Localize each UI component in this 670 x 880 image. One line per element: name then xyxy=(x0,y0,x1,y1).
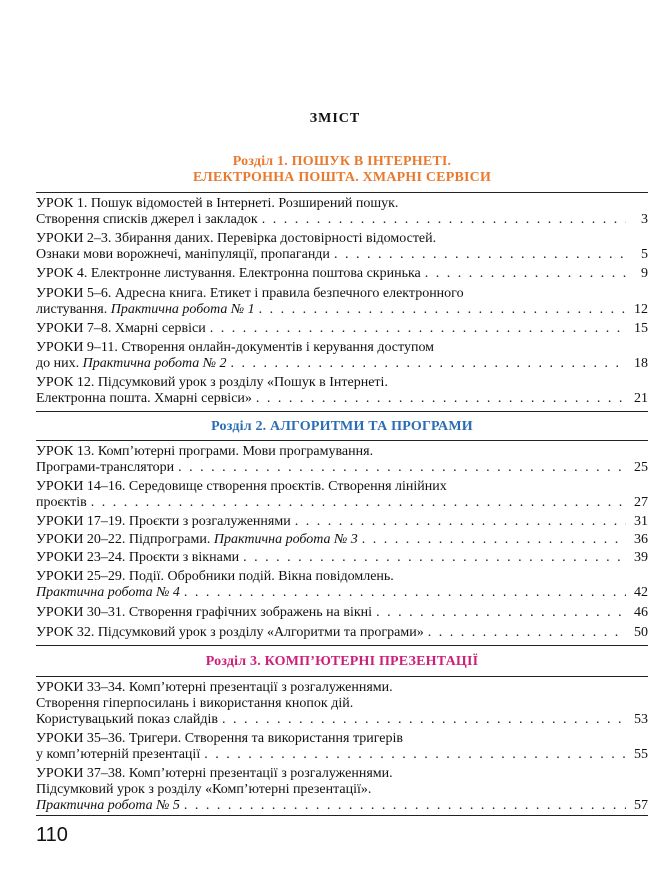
section-3-heading: Розділ 3. КОМП’ЮТЕРНІ ПРЕЗЕНТАЦІЇ xyxy=(205,654,479,669)
dot-leader xyxy=(256,391,626,407)
entry-text: УРОК 13. Комп’ютерні програми. Мови програмування. xyxy=(36,444,374,459)
entry-text: листування. xyxy=(36,302,108,317)
dot-leader xyxy=(428,625,626,641)
dot-leader xyxy=(362,532,626,548)
entry-text: проєктів xyxy=(36,495,87,510)
section-2-entries xyxy=(36,440,648,646)
toc-entry[interactable] xyxy=(36,375,648,407)
entry-text: УРОК 12. Підсумковий урок з розділу «Пошук в Інтернеті. xyxy=(36,375,388,390)
dot-leader xyxy=(295,514,626,530)
section-3-entries xyxy=(36,676,648,816)
entry-text: УРОКИ 5–6. Адресна книга. Етикет і правила безпечного електронного xyxy=(36,286,464,301)
entry-text: УРОКИ 30–31. Створення графічних зображень на вікні xyxy=(36,605,373,620)
toc-entry[interactable] xyxy=(36,340,648,372)
entry-text: УРОКИ 33–34. Комп’ютерні презентації з розгалуженнями. xyxy=(36,680,393,695)
entry-page: 3 xyxy=(641,212,648,227)
dot-leader xyxy=(230,356,626,372)
entry-page: 57 xyxy=(634,798,648,813)
toc-entry[interactable] xyxy=(36,625,648,641)
entry-text: УРОКИ 37–38. Комп’ютерні презентації з розгалуженнями. xyxy=(36,766,393,781)
section-1-heading xyxy=(36,154,648,186)
entry-text: УРОКИ 7–8. Хмарні сервіси xyxy=(36,321,206,336)
entry-text: Підсумковий урок з розділу «Комп’ютерні презентації». xyxy=(36,782,372,797)
toc-entry[interactable] xyxy=(36,444,648,476)
entry-text: Програми-транслятори xyxy=(36,460,175,475)
entry-practical-work: Практична робота № 2 xyxy=(82,356,227,371)
entry-text: УРОКИ 20–22. Підпрограми. xyxy=(36,532,211,547)
toc-entry[interactable] xyxy=(36,321,648,337)
section-1-entries xyxy=(36,192,648,412)
toc-entry[interactable] xyxy=(36,231,648,263)
entry-page: 55 xyxy=(634,747,648,762)
toc-entry[interactable] xyxy=(36,569,648,601)
entry-text: УРОКИ 35–36. Тригери. Створення та використання тригерів xyxy=(36,731,404,746)
dot-leader xyxy=(222,712,626,728)
dot-leader xyxy=(178,460,626,476)
toc-entry[interactable] xyxy=(36,550,648,566)
entry-practical-work: Практична робота № 1 xyxy=(110,302,255,317)
entry-text: у комп’ютерній презентації xyxy=(36,747,201,762)
dot-leader xyxy=(425,266,626,282)
entry-text: УРОКИ 9–11. Створення онлайн-документів і керування доступом xyxy=(36,340,435,355)
toc-entry[interactable] xyxy=(36,286,648,318)
toc-entry[interactable] xyxy=(36,266,648,282)
toc-entry[interactable] xyxy=(36,766,648,814)
dot-leader xyxy=(243,550,626,566)
entry-practical-work: Практична робота № 5 xyxy=(36,798,180,813)
entry-text: Ознаки мови ворожнечі, маніпуляції, пропаганди xyxy=(36,247,330,262)
toc-entry[interactable] xyxy=(36,532,648,548)
dot-leader xyxy=(376,605,626,621)
page-number: 110 xyxy=(36,824,68,846)
entry-page: 36 xyxy=(634,532,648,547)
dot-leader xyxy=(210,321,626,337)
dot-leader xyxy=(259,302,626,318)
dot-leader xyxy=(184,798,626,814)
entry-text: Користувацький показ слайдів xyxy=(36,712,218,727)
entry-text: УРОКИ 2–3. Збирання даних. Перевірка достовірності відомостей. xyxy=(36,231,437,246)
entry-page: 9 xyxy=(641,266,648,281)
entry-page: 12 xyxy=(634,302,648,317)
entry-text: УРОК 1. Пошук відомостей в Інтернеті. Розширений пошук. xyxy=(36,196,399,211)
entry-page: 21 xyxy=(634,391,648,406)
entry-page: 46 xyxy=(634,605,648,620)
entry-practical-work: Практична робота № 3 xyxy=(213,532,358,547)
dot-leader xyxy=(262,212,626,228)
toc-entry[interactable] xyxy=(36,605,648,621)
entry-page: 25 xyxy=(634,460,648,475)
entry-page: 27 xyxy=(634,495,648,510)
page-title: ЗМІСТ xyxy=(309,111,361,126)
toc-entry[interactable] xyxy=(36,731,648,763)
entry-text: УРОКИ 17–19. Проєкти з розгалуженнями xyxy=(36,514,291,529)
entry-text: до них. xyxy=(36,356,80,371)
section-2-heading: Розділ 2. АЛГОРИТМИ ТА ПРОГРАМИ xyxy=(211,419,473,434)
toc-entry[interactable] xyxy=(36,514,648,530)
dot-leader xyxy=(184,585,626,601)
entry-practical-work: Практична робота № 4 xyxy=(36,585,180,600)
entry-text: Створення гіперпосилань і використання кнопок дій. xyxy=(36,696,354,711)
entry-page: 18 xyxy=(634,356,648,371)
dot-leader xyxy=(204,747,626,763)
entry-page: 53 xyxy=(634,712,648,727)
entry-page: 42 xyxy=(634,585,648,600)
dot-leader xyxy=(91,495,626,511)
entry-page: 50 xyxy=(634,625,648,640)
entry-page: 39 xyxy=(634,550,648,565)
section-1-heading-line1: Розділ 1. ПОШУК В ІНТЕРНЕТІ. xyxy=(232,154,452,169)
entry-page: 31 xyxy=(634,514,648,529)
entry-text: УРОКИ 14–16. Середовище створення проєктів. Створення лінійних xyxy=(36,479,447,494)
entry-text: УРОК 32. Підсумковий урок з розділу «Алгоритми та програми» xyxy=(36,625,424,640)
entry-page: 15 xyxy=(634,321,648,336)
toc-entry[interactable] xyxy=(36,680,648,728)
dot-leader xyxy=(334,247,626,263)
toc-entry[interactable] xyxy=(36,196,648,228)
entry-text: Електронна пошта. Хмарні сервіси» xyxy=(36,391,252,406)
entry-text: УРОК 4. Електронне листування. Електронна поштова скринька xyxy=(36,266,421,281)
entry-page: 5 xyxy=(641,247,648,262)
entry-text: Створення списків джерел і закладок xyxy=(36,212,258,227)
entry-text: УРОКИ 23–24. Проєкти з вікнами xyxy=(36,550,240,565)
toc-entry[interactable] xyxy=(36,479,648,511)
section-1-heading-line2: ЕЛЕКТРОННА ПОШТА. ХМАРНІ СЕРВІСИ xyxy=(192,170,492,185)
entry-text: УРОКИ 25–29. Події. Обробники подій. Вікна повідомлень. xyxy=(36,569,394,584)
